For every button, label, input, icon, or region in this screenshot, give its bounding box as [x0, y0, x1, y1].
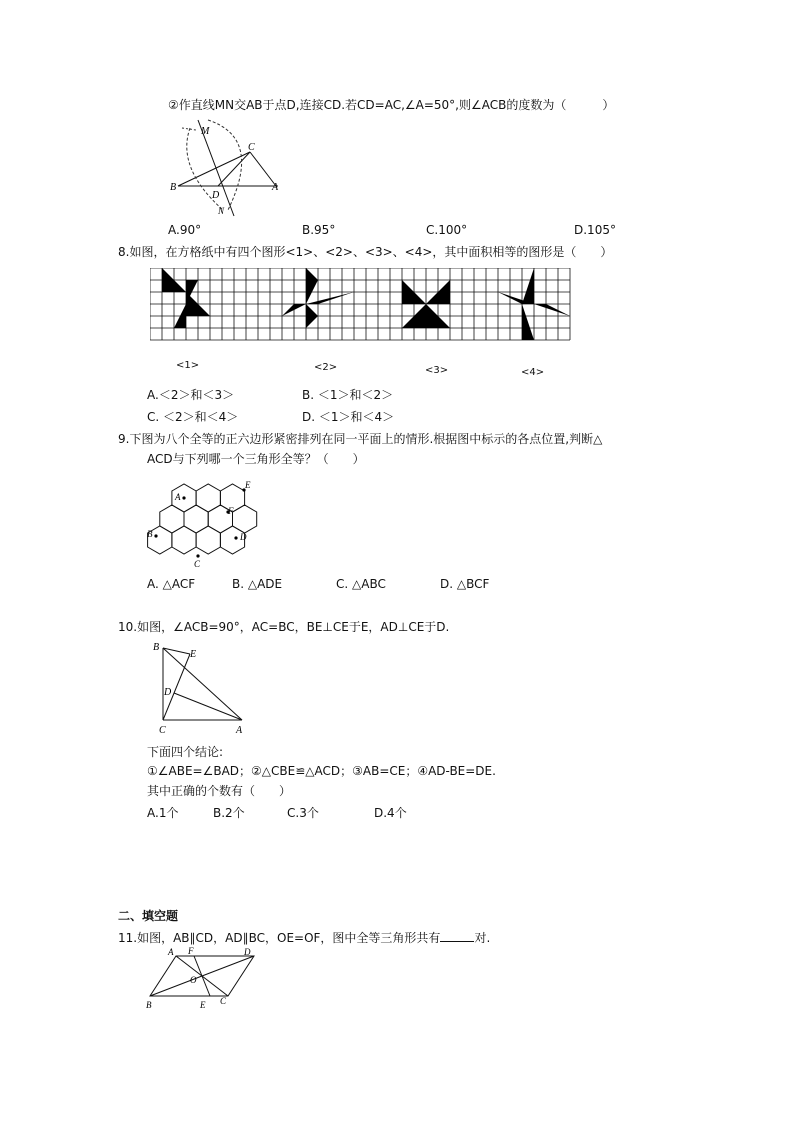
section-title: 二、填空题 — [118, 909, 179, 923]
q10-option-a: A.1个 — [147, 806, 179, 820]
q7-label-b: B — [170, 182, 177, 193]
q11-label-c: C — [220, 996, 227, 1006]
q8-shape2-blade — [306, 304, 318, 328]
q10-conclusions: ①∠ABE=∠BAD；②△CBE≌△ACD；③AB=CE；④AD-BE=DE. — [147, 764, 496, 778]
q11-stem-before: 11.如图，AB∥CD，AD∥BC，OE=OF，图中全等三角形共有 — [118, 931, 441, 945]
q7-option-a: A.90° — [168, 223, 202, 237]
q10-option-b: B.2个 — [213, 806, 245, 820]
q11-stem-after: 对. — [474, 931, 491, 945]
q8-label-2: <2> — [314, 362, 338, 373]
q9-stem-line2: ACD与下列哪一个三角形全等？（ ） — [147, 452, 365, 466]
hexagon — [196, 526, 220, 554]
q9-stem-line1: 9.下图为八个全等的正六边形紧密排列在同一平面上的情形.根据图中标示的各点位置,判断△ — [118, 432, 603, 446]
q7-label-c: C — [248, 142, 255, 153]
hexagon — [196, 484, 220, 512]
q10-label-d: D — [164, 687, 172, 698]
q8-option-b: B. ＜1＞和＜2＞ — [302, 388, 394, 402]
q8-option-d: D. ＜1＞和＜4＞ — [302, 410, 395, 424]
q7-label-m: M — [201, 126, 210, 137]
q8-shape4-blade — [534, 304, 570, 316]
q8-label-4: <4> — [521, 367, 545, 378]
q9-option-a: A. △ACF — [147, 577, 196, 591]
q11-label-d: D — [244, 947, 251, 957]
q11-figure — [144, 946, 264, 1012]
q9-option-b: B. △ADE — [232, 577, 283, 591]
q7-option-c: C.100° — [426, 223, 468, 237]
q11-label-a: A — [168, 947, 174, 957]
q7-stem: ②作直线MN交AB于点D,连接CD.若CD=AC,∠A=50°,则∠ACB的度数为（ ） — [168, 98, 615, 112]
q9-label-f: F — [228, 506, 234, 516]
q10-option-c: C.3个 — [287, 806, 319, 820]
q9-option-c: C. △ABC — [336, 577, 386, 591]
q11-answer-blank — [440, 929, 474, 942]
q10-question: 其中正确的个数有（ ） — [147, 784, 292, 798]
hexagon — [233, 505, 257, 533]
q9-option-d: D. △BCF — [440, 577, 490, 591]
q11-stem — [118, 929, 490, 946]
q11-label-e: E — [200, 1000, 206, 1010]
q9-label-e: E — [245, 480, 251, 490]
q10-label-c: C — [159, 725, 166, 736]
q10-intro: 下面四个结论: — [147, 745, 224, 759]
q10-label-b: B — [153, 642, 160, 653]
q10-stem: 10.如图，∠ACB=90°，AC=BC，BE⊥CE于E，AD⊥CE于D. — [118, 620, 450, 634]
q7-label-n: N — [218, 206, 225, 216]
q8-shape4-blade — [522, 268, 534, 304]
q9-label-d: D — [240, 532, 247, 542]
q7-label-a: A — [272, 182, 279, 193]
q8-grid-figure — [150, 268, 574, 352]
q7-figure — [168, 118, 288, 218]
q8-option-c: C. ＜2＞和＜4＞ — [147, 410, 239, 424]
q10-figure — [150, 640, 260, 736]
q8-label-1: <1> — [176, 360, 200, 371]
q7-option-d: D.105° — [574, 223, 616, 237]
q7-label-d: D — [212, 190, 220, 201]
q9-label-c: C — [194, 559, 201, 569]
hexagon — [160, 505, 184, 533]
q11-label-o: O — [190, 975, 197, 985]
q8-shape2-blade — [306, 268, 318, 304]
q10-label-e: E — [190, 649, 197, 660]
q8-label-3: <3> — [425, 365, 449, 376]
q9-hexagon-figure — [144, 474, 260, 570]
q11-label-b: B — [146, 1000, 152, 1010]
q10-label-a: A — [236, 725, 243, 736]
hexagon — [184, 505, 208, 533]
q11-label-f: F — [188, 946, 194, 956]
q10-option-d: D.4个 — [374, 806, 407, 820]
q8-option-a: A.＜2＞和＜3＞ — [147, 388, 235, 402]
q8-stem: 8.如图，在方格纸中有四个图形<1>、<2>、<3>、<4>，其中面积相等的图形是（ ） — [118, 245, 613, 259]
q7-option-b: B.95° — [302, 223, 336, 237]
q9-label-b: B — [147, 529, 153, 539]
hexagon — [172, 526, 196, 554]
q9-label-a: A — [175, 492, 181, 502]
q8-shape4-blade — [522, 304, 534, 340]
